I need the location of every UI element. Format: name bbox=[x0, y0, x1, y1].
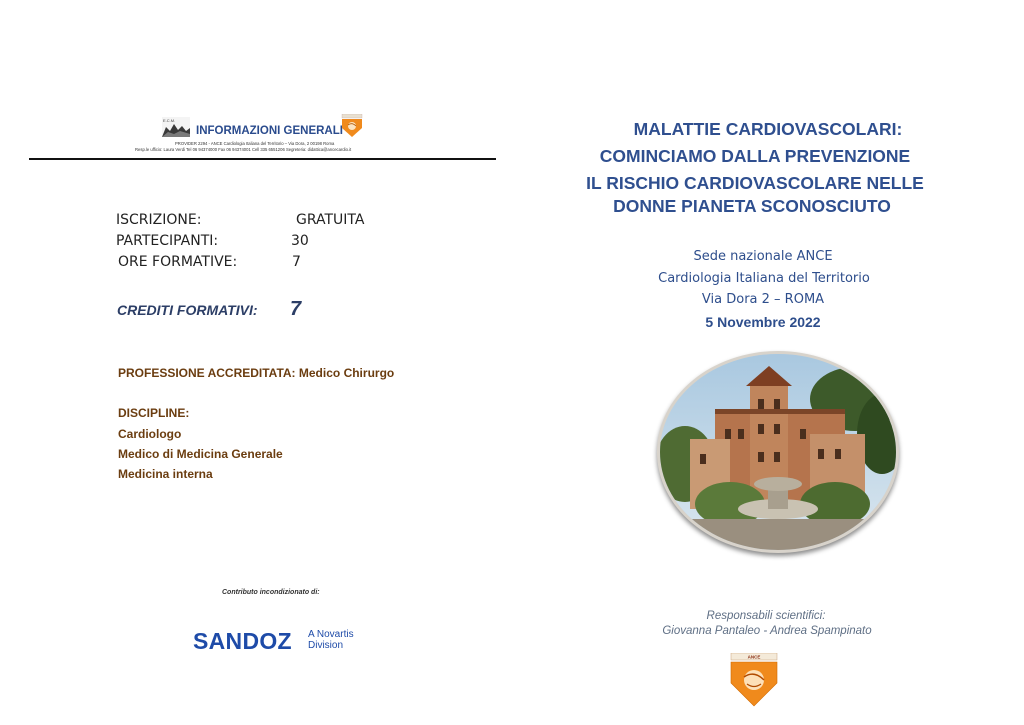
header-divider bbox=[29, 158, 496, 160]
partecipanti-label: PARTECIPANTI: bbox=[116, 233, 219, 249]
ore-formative-value: 7 bbox=[292, 254, 301, 270]
sponsor-caption: Contributo incondizionato di: bbox=[222, 589, 320, 596]
sandoz-tagline-1: A Novartis bbox=[308, 629, 354, 640]
title-line-3: IL RISCHIO CARDIOVASCOLARE NELLE bbox=[586, 173, 924, 193]
ecm-logo-text: E.C.M. bbox=[163, 118, 176, 123]
header-title: INFORMAZIONI GENERALI bbox=[196, 125, 343, 137]
sandoz-logo: SANDOZ bbox=[193, 628, 292, 654]
crediti-formativi-label: CREDITI FORMATIVI: bbox=[117, 302, 258, 318]
building-photo bbox=[657, 351, 899, 553]
venue-line-1: Sede nazionale ANCE bbox=[693, 249, 833, 264]
event-date: 5 Novembre 2022 bbox=[705, 314, 821, 330]
partecipanti-value: 30 bbox=[291, 233, 309, 249]
sandoz-tagline bbox=[308, 630, 354, 651]
responsabili-heading: Responsabili scientifici: bbox=[706, 610, 826, 622]
iscrizione-value: GRATUITA bbox=[296, 212, 365, 228]
ance-logo-text: ANCE bbox=[747, 654, 761, 660]
ance-logo-small bbox=[341, 114, 363, 138]
crediti-formativi-value: 7 bbox=[290, 298, 302, 320]
discipline-item: Medicina interna bbox=[118, 467, 213, 481]
venue-line-2: Cardiologia Italiana del Territorio bbox=[658, 271, 870, 286]
ecm-logo bbox=[162, 117, 190, 137]
sandoz-tagline-2: Division bbox=[308, 639, 344, 651]
provider-line: PROVIDER 2294 - ANCE Cardiologia Italiana del Territorio – Via Dora, 2 00198 Roma bbox=[175, 141, 335, 146]
title-line-1: MALATTIE CARDIOVASCOLARI: bbox=[633, 119, 903, 139]
responsabili-names: Giovanna Pantaleo - Andrea Spampinato bbox=[662, 625, 872, 637]
ance-logo bbox=[728, 653, 780, 707]
discipline-item: Cardiologo bbox=[118, 427, 182, 441]
title-line-4: DONNE PIANETA SCONOSCIUTO bbox=[613, 196, 891, 216]
iscrizione-label: ISCRIZIONE: bbox=[116, 212, 202, 228]
contact-line: Resp.le ufficio: Laura Verdi Tel 06 94374000 Fax 06 94374001 Cell 335 6551206 Segreteria: didattica@ancecardio.it bbox=[135, 147, 352, 152]
discipline-item: Medico di Medicina Generale bbox=[118, 447, 283, 461]
discipline-heading: DISCIPLINE: bbox=[118, 406, 190, 420]
ore-formative-label: ORE FORMATIVE: bbox=[118, 254, 238, 270]
venue-line-3: Via Dora 2 – ROMA bbox=[701, 292, 825, 307]
professione-accreditata: PROFESSIONE ACCREDITATA: Medico Chirurgo bbox=[118, 366, 395, 380]
title-line-2: COMINCIAMO DALLA PREVENZIONE bbox=[599, 146, 911, 166]
